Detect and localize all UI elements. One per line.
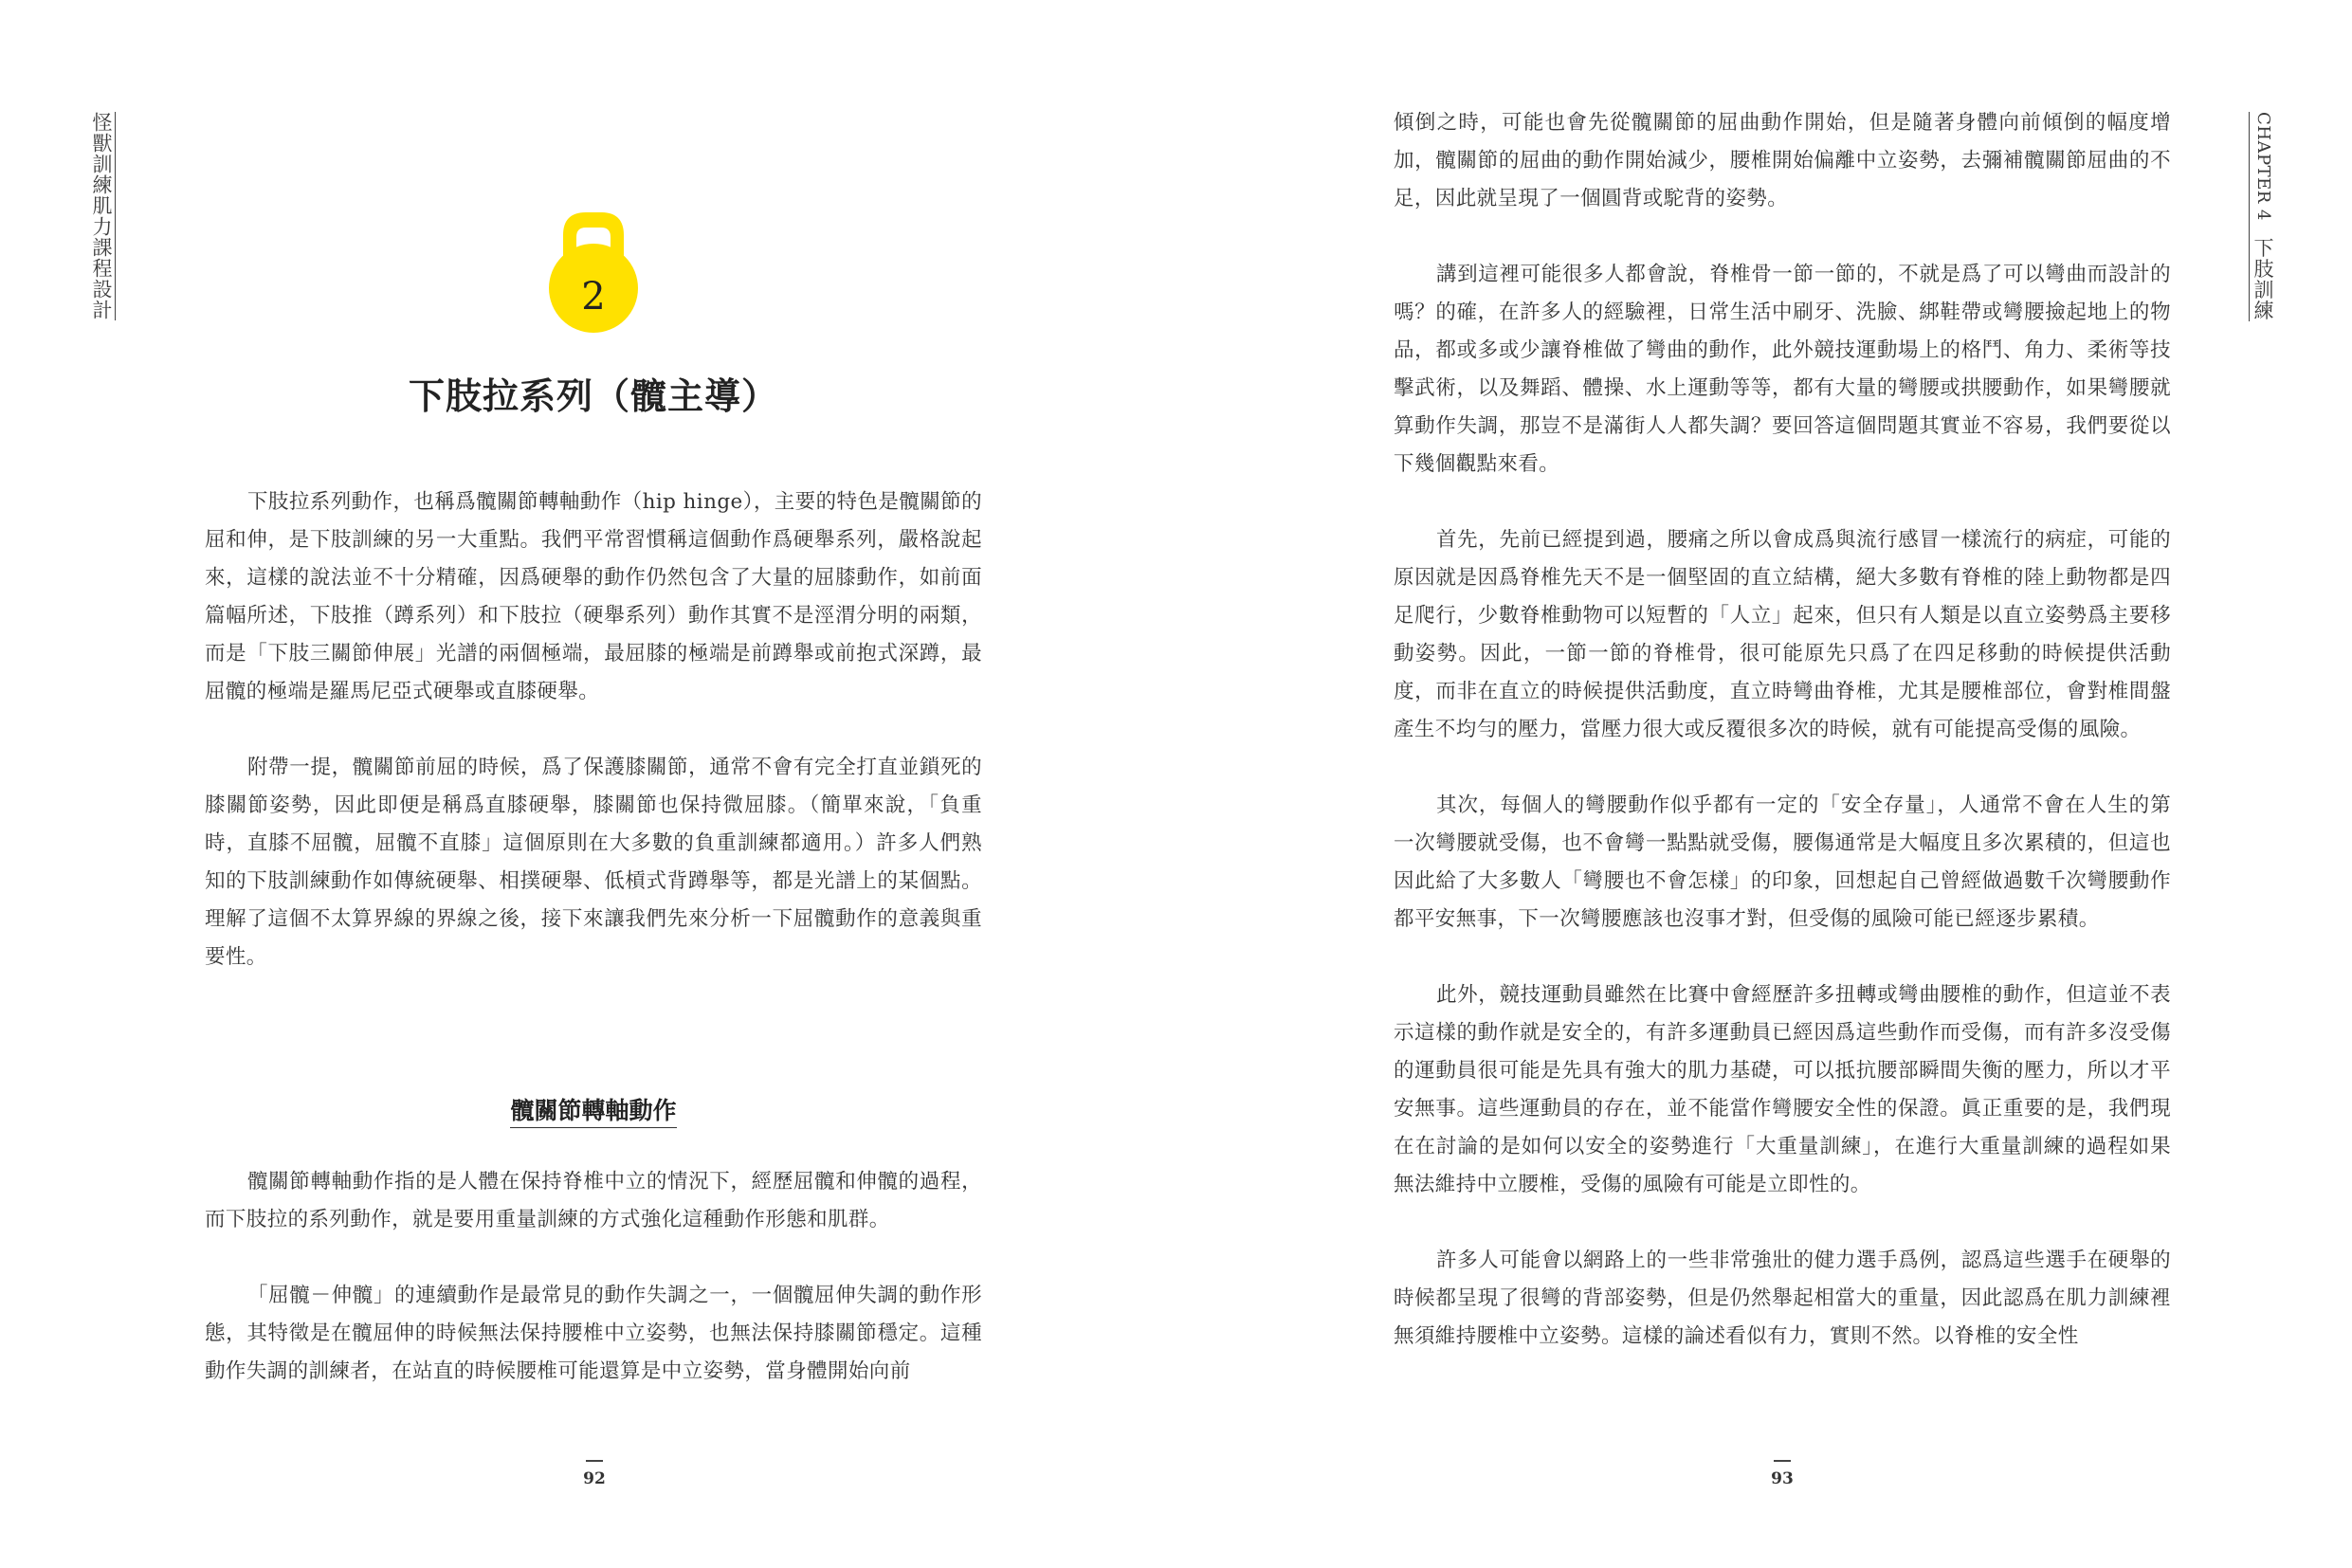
paragraph: 其次，每個人的彎腰動作似乎都有一定的「安全存量」，人通常不會在人生的第一次彎腰就受傷，也不會彎一點點就受傷，腰傷通常是大幅度且多次累積的，但這也因此給了大多數人「彎腰也不會怎樣」的印象，回想起自己曾經做過數千次彎腰動作都平安無事，下一次彎腰應該也沒事才對，但受傷的風險可能已經逐步累積。 [1394,793,2171,931]
section-title: 下肢拉系列（髖主導） [408,374,778,417]
paragraph: 「屈髖－伸髖」的連續動作是最常見的動作失調之一，一個髖屈伸失調的動作形態，其特徵是在髖屈伸的時候無法保持腰椎中立姿勢，也無法保持膝關節穩定。這種動作失調的訓練者，在站直的時候腰椎可能還算是中立姿勢，當身體開始向前 [205,1284,982,1383]
paragraph: 許多人可能會以網路上的一些非常強壯的健力選手爲例，認爲這些選手在硬舉的時候都呈現了很彎的背部姿勢，但是仍然舉起相當大的重量，因此認爲在肌力訓練裡無須維持腰椎中立姿勢。這樣的論述看似有力，實則不然。以脊椎的安全性 [1394,1249,2171,1348]
running-head-book-title: 怪獸訓練肌力課程設計 [90,112,116,320]
paragraph: 附帶一提，髖關節前屈的時候，爲了保護膝關節，通常不會有完全打直並鎖死的膝關節姿勢，因此即便是稱爲直膝硬舉，膝關節也保持微屈膝。（簡單來說，「負重時，直膝不屈髖，屈髖不直膝」這個原則在大多數的負重訓練都適用。）許多人們熟知的下肢訓練動作如傳統硬舉、相撲硬舉、低槓式背蹲舉等，都是光譜上的某個點。理解了這個不太算界線的界線之後，接下來讓我們先來分析一下屈髖動作的意義與重要性。 [205,756,982,969]
chapter-number: 2 [581,275,606,319]
page-number [1754,1460,1811,1488]
chapter-label: CHAPTER 4 [2253,112,2273,221]
running-head-chapter [2249,112,2274,321]
page-number [566,1460,623,1488]
body-text-bottom [205,1163,982,1391]
page-number-dash [586,1460,603,1462]
page-number-dash [1774,1460,1791,1462]
paragraph: 下肢拉系列動作，也稱爲髖關節轉軸動作（hip hinge），主要的特色是髖關節的屈和伸，是下肢訓練的另一大重點。我們平常習慣稱這個動作爲硬舉系列，嚴格說起來，這樣的說法並不十分精確，因爲硬舉的動作仍然包含了大量的屈膝動作，如前面篇幅所述，下肢推（蹲系列）和下肢拉（硬舉系列）動作其實不是涇渭分明的兩類，而是「下肢三關節伸展」光譜的兩個極端，最屈膝的極端是前蹲舉或前抱式深蹲，最屈髖的極端是羅馬尼亞式硬舉或直膝硬舉。 [205,490,982,703]
paragraph: 髖關節轉軸動作指的是人體在保持脊椎中立的情況下，經歷屈髖和伸髖的過程，而下肢拉的系列動作，就是要用重量訓練的方式強化這種動作形態和肌群。 [205,1170,982,1231]
right-page [1176,0,2352,1568]
paragraph: 講到這裡可能很多人都會說，脊椎骨一節一節的，不就是爲了可以彎曲而設計的嗎？的確，在許多人的經驗裡，日常生活中刷牙、洗臉、綁鞋帶或彎腰撿起地上的物品，都或多或少讓脊椎做了彎曲的動作，此外競技運動場上的格鬥、角力、柔術等技擊武術，以及舞蹈、體操、水上運動等等，都有大量的彎腰或拱腰動作，如果彎腰就算動作失調，那豈不是滿街人人都失調？要回答這個問題其實並不容易，我們要從以下幾個觀點來看。 [1394,263,2171,476]
chapter-title: 下肢訓練 [2252,237,2274,321]
subheading [205,1092,982,1130]
subheading-text: 髖關節轉軸動作 [510,1097,676,1128]
paragraph: 首先，先前已經提到過，腰痛之所以會成爲與流行感冒一樣流行的病症，可能的原因就是因爲脊椎先天不是一個堅固的直立結構，絕大多數有脊椎的陸上動物都是四足爬行，少數脊椎動物可以短暫的「人立」起來，但只有人類是以直立姿勢爲主要移動姿勢。因此，一節一節的脊椎骨，很可能原先只爲了在四足移動的時候提供活動度，而非在直立的時候提供活動度，直立時彎曲脊椎，尤其是腰椎部位，會對椎間盤產生不均勻的壓力，當壓力很大或反覆很多次的時候，就有可能提高受傷的風險。 [1394,528,2171,741]
body-text-top [205,483,982,976]
body-text [1394,104,2171,1356]
paragraph: 傾倒之時，可能也會先從髖關節的屈曲動作開始，但是隨著身體向前傾倒的幅度增加，髖關節的屈曲的動作開始減少，腰椎開始偏離中立姿勢，去彌補髖關節屈曲的不足，因此就呈現了一個圓背或駝背的姿勢。 [1394,111,2171,210]
paragraph: 此外，競技運動員雖然在比賽中會經歷許多扭轉或彎曲腰椎的動作，但這並不表示這樣的動作就是安全的，有許多運動員已經因爲這些動作而受傷，而有許多沒受傷的運動員很可能是先具有強大的肌力基礎，可以抵抗腰部瞬間失衡的壓力，所以才平安無事。這些運動員的存在，並不能當作彎腰安全性的保證。眞正重要的是，我們現在在討論的是如何以安全的姿勢進行「大重量訓練」，在進行大重量訓練的過程如果無法維持中立腰椎，受傷的風險有可能是立即性的。 [1394,983,2171,1196]
page-number-text: 93 [1771,1468,1794,1488]
page-number-text: 92 [583,1468,606,1488]
